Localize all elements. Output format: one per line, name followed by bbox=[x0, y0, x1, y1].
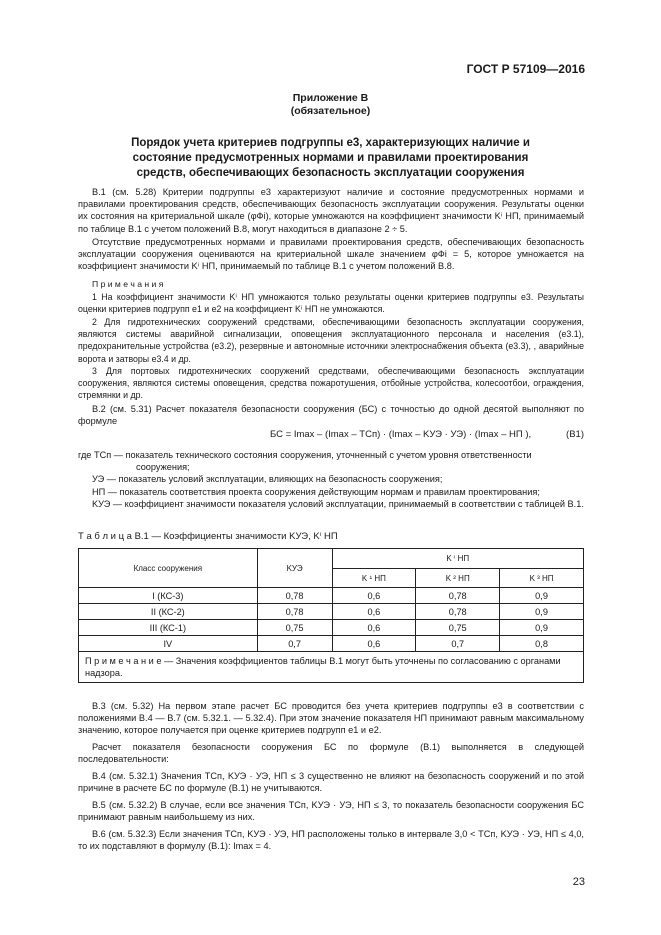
table-cell: 0,75 bbox=[257, 620, 332, 636]
table-cell: 0,8 bbox=[500, 636, 584, 652]
table-cell: 0,7 bbox=[416, 636, 500, 652]
table-row bbox=[79, 620, 584, 636]
definition-text: коэффициент значимости показателя условий эксплуатации, принимаемый в соответствии с таблицей В.1. bbox=[124, 498, 584, 509]
table-subhead-knp3: K ³ НП bbox=[500, 569, 584, 588]
table-head-kue: KУЭ bbox=[257, 549, 332, 588]
table-cell: 0,9 bbox=[500, 604, 584, 620]
definition-tsp bbox=[78, 449, 584, 473]
table-subhead-knp1: K ¹ НП bbox=[332, 569, 416, 588]
table-cell: 0,75 bbox=[416, 620, 500, 636]
table-note: П р и м е ч а н и е — Значения коэффициентов таблицы В.1 могут быть уточнены по согласованию с органами надзора. bbox=[79, 652, 584, 683]
paragraph-b5: В.5 (см. 5.32.2) В случае, если все значения ТСп, KУЭ · УЭ, НП ≤ 3, то показатель безопасности сооружения БС принимают равным наибольшему из них. bbox=[78, 800, 584, 823]
paragraph-b3-sequence: Расчет показателя безопасности сооружения БС по формуле (В.1) выполняется в следующей последовательности: bbox=[78, 742, 584, 765]
definition-np bbox=[78, 486, 584, 498]
table-cell: II (КС-2) bbox=[79, 604, 258, 620]
note-1: 1 На коэффициент значимости Kⁱ НП умножаются только результаты оценки критериев подгруппы е3. Результаты оценки критериев подгрупп е1 и е2 на коэффициент Kⁱ НП не умножаются. bbox=[78, 292, 584, 315]
table-head-class: Класс сооружения bbox=[79, 549, 258, 588]
definition-text: показатель условий эксплуатации, влияющих на безопасность сооружения; bbox=[118, 474, 443, 485]
table-cell: III (КС-1) bbox=[79, 620, 258, 636]
paragraph-b1: В.1 (см. 5.28) Критерии подгруппы е3 характеризуют наличие и состояние предусмотренных нормами и правилами проектирования средств, обеспечивающих безопасность эксплуатации сооружения. Результаты оценки их состояния на критериальной шкале (φФi), которые умножаются на коэффициент значимости Kⁱ НП, принимаемый по таблице В.1 с учетом положений В.8, могут находиться в диапазоне 2 ÷ 5. bbox=[78, 187, 584, 234]
table-cell: IV bbox=[79, 636, 258, 652]
appendix-label: Приложение В bbox=[292, 92, 369, 104]
paragraph-b3: В.3 (см. 5.32) На первом этапе расчет БС проводится без учета критериев подгруппы е3 в соответствии с положениями В.4 — В.7 (см. 5.32.1. — 5.32.4). При этом значение показателя НП принимают равным максимальному значению, которое получается при оценке критериев подгрупп е1 и е2. bbox=[78, 701, 584, 736]
paragraph-b4: В.4 (см. 5.32.1) Значения ТСп, KУЭ · УЭ, НП ≤ 3 существенно не влияют на безопасность сооружений и по этой причине в расчете БС по формуле (В.1) не учитываются. bbox=[78, 771, 584, 794]
table-cell: 0,6 bbox=[332, 604, 416, 620]
definition-term: НП — bbox=[92, 486, 117, 497]
table-cell: 0,7 bbox=[257, 636, 332, 652]
definition-term: УЭ — bbox=[92, 474, 116, 485]
table-row bbox=[79, 636, 584, 652]
definition-text: показатель технического состояния сооружения, уточненный с учетом уровня ответственности сооружения; bbox=[125, 450, 532, 473]
formula-definitions bbox=[78, 449, 584, 510]
definition-term: KУЭ — bbox=[92, 498, 123, 509]
table-caption: Т а б л и ц а В.1 — Коэффициенты значимости KУЭ, Kⁱ НП bbox=[78, 531, 338, 542]
definition-kue bbox=[78, 498, 584, 510]
table-head-knp: K ⁱ НП bbox=[332, 549, 584, 569]
definition-ue bbox=[78, 473, 584, 485]
table-cell: I (КС-3) bbox=[79, 588, 258, 604]
definition-text: показатель соответствия проекта сооружения действующим нормам и правилам проектирования; bbox=[119, 486, 540, 497]
standard-number: ГОСТ Р 57109—2016 bbox=[466, 62, 585, 76]
coefficient-table bbox=[78, 548, 584, 683]
appendix-status: (обязательное) bbox=[290, 105, 371, 117]
table-row bbox=[79, 588, 584, 604]
note-2: 2 Для гидротехнических сооружений средствами, обеспечивающими безопасность эксплуатации сооружения, являются системы аварийной сигнализации, оповещения эксплуатационного персонала и населения (е3.1), предохранительные устройства (е3.2), резервные и автономные источники электроснабжения объекта (е3.3), , аварийные ворота и затворы е3.4 и др. bbox=[78, 317, 584, 364]
table-cell: 0,9 bbox=[500, 620, 584, 636]
definition-term: где ТСп — bbox=[78, 450, 123, 460]
table-cell: 0,6 bbox=[332, 636, 416, 652]
table-row bbox=[79, 604, 584, 620]
table-cell: 0,78 bbox=[257, 588, 332, 604]
table-cell: 0,6 bbox=[332, 588, 416, 604]
paragraph-b6: В.6 (см. 5.32.3) Если значения ТСп, KУЭ · УЭ, НП расположены только в интервале 3,0 < ТСп, KУЭ · УЭ, НП ≤ 4,0, то их подставляют в формулу (В.1): Imax = 4. bbox=[78, 829, 584, 852]
table-subhead-knp2: K ² НП bbox=[416, 569, 500, 588]
appendix-title: Порядок учета критериев подгруппы е3, характеризующих наличие и состояние предусмотренных нормами и правилами проектирования средств, обеспечивающих безопасность эксплуатации сооружения bbox=[131, 137, 530, 179]
paragraph-b2: В.2 (см. 5.31) Расчет показателя безопасности сооружения (БС) с точностью до одной десятой выполняют по формуле bbox=[78, 404, 584, 427]
table-cell: 0,9 bbox=[500, 588, 584, 604]
page-number: 23 bbox=[572, 876, 585, 888]
notes-heading: П р и м е ч а н и я bbox=[92, 279, 164, 289]
formula-expression: БС = Imax – (Imax – ТСп) · (Imax – KУЭ · УЭ) · (Imax – НП ), bbox=[270, 429, 532, 440]
paragraph-absent-means: Отсутствие предусмотренных нормами и правилами проектирования средств, обеспечивающих безопасность эксплуатации сооружения оцениваются на критериальной шкале значением φФi = 5, которое умножается на коэффициент значимости Kⁱ НП, принимаемый по таблице В.1 с учетом положений В.8. bbox=[78, 237, 584, 272]
table-cell: 0,6 bbox=[332, 620, 416, 636]
table-cell: 0,78 bbox=[416, 604, 500, 620]
note-3: 3 Для портовых гидротехнических сооружений средствами, обеспечивающими безопасность эксплуатации сооружения, являются системы оповещения, средства пожаротушения, отбойные устройства, колесоотбои, ограждения, стремянки и др. bbox=[78, 366, 584, 401]
table-cell: 0,78 bbox=[257, 604, 332, 620]
formula-number: (В1) bbox=[566, 429, 584, 440]
table-cell: 0,78 bbox=[416, 588, 500, 604]
